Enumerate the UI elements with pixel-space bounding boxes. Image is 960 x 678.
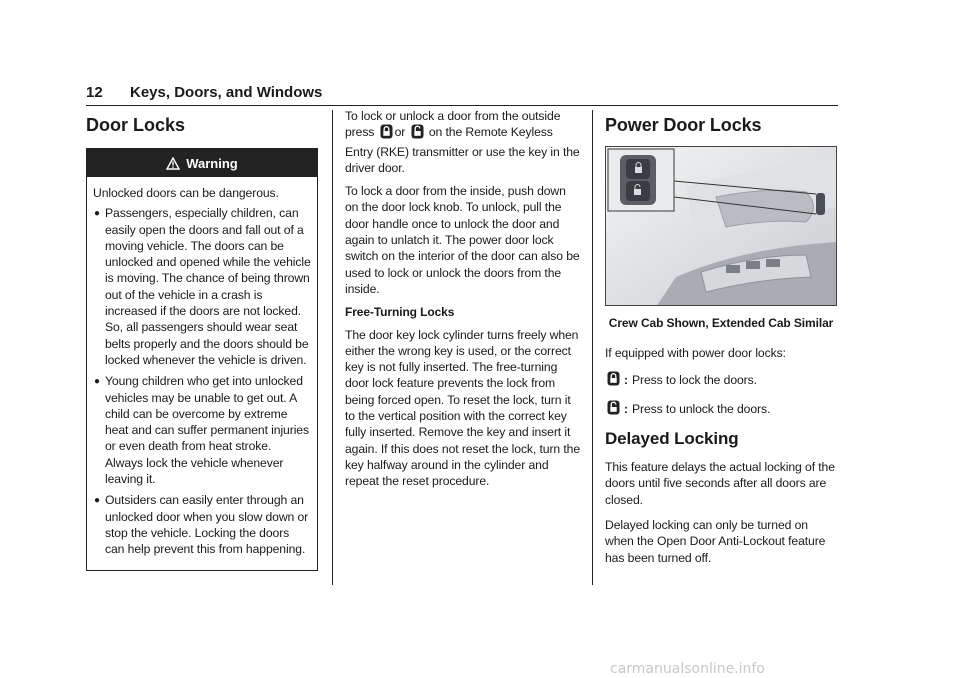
page-number: 12 xyxy=(86,84,103,101)
bullet-icon: ● xyxy=(94,376,100,388)
section-title: Keys, Doors, and Windows xyxy=(130,84,323,101)
warning-triangle-icon xyxy=(166,157,180,170)
bullet-icon: ● xyxy=(94,495,100,507)
column-divider xyxy=(592,110,593,585)
warning-body xyxy=(87,177,317,558)
column-2 xyxy=(345,108,581,497)
warning-intro: Unlocked doors can be dangerous. xyxy=(93,186,279,200)
inside-lock-paragraph: To lock a door from the inside, push down on the door lock knob. To unlock, pull the door handle once to unlock the door and again to unlatch it. The power door lock switch on the interior of the door can also be used to lock or unlock the doors from the inside. xyxy=(345,184,580,296)
unlock-description: : Press to unlock the doors. xyxy=(605,400,837,419)
warning-title: Warning xyxy=(186,155,238,171)
lock-description: : Press to lock the doors. xyxy=(605,371,837,390)
power-door-locks-heading: Power Door Locks xyxy=(605,115,762,135)
delayed-locking-paragraph-1: This feature delays the actual locking of the doors until five seconds after all doors are closed. xyxy=(605,460,835,507)
page-header xyxy=(86,82,838,106)
list-item: ● Outsiders can easily enter through an unlocked door when you slow down or stop the vehicle. Locking the doors can help prevent this from happening. xyxy=(94,493,309,557)
delayed-locking-paragraph-2: Delayed locking can only be turned on when the Open Door Anti-Lockout feature has been turned off. xyxy=(605,518,826,565)
column-1 xyxy=(86,114,318,571)
warning-box xyxy=(86,148,318,571)
power-locks-intro: If equipped with power door locks: xyxy=(605,346,786,361)
warning-list xyxy=(93,205,311,557)
column-3 xyxy=(605,114,837,575)
unlock-button-icon xyxy=(607,400,620,419)
photo-caption: Crew Cab Shown, Extended Cab Similar xyxy=(608,316,834,330)
outside-lock-paragraph: To lock or unlock a door from the outside press or on the Remote Keyless Entry (RKE) transmitter or use the key in the driver door. xyxy=(345,109,580,175)
lock-button-icon xyxy=(380,124,393,143)
lock-button-icon xyxy=(607,371,620,390)
bullet-icon: ● xyxy=(94,208,100,220)
free-turning-locks-heading: Free-Turning Locks xyxy=(345,305,455,320)
door-locks-heading: Door Locks xyxy=(86,115,186,135)
delayed-locking-heading: Delayed Locking xyxy=(605,429,739,449)
free-turning-paragraph: The door key lock cylinder turns freely when either the wrong key is used, or the correct key is not fully inserted. The free-turning door lock feature prevents the lock from being forced open. To reset the lock, turn it to the vertical position with the correct key fully inserted. Remove the key and insert it again. If this does not reset the lock, turn the key halfway around in the cylinder and repeat the reset procedure. xyxy=(345,327,581,489)
column-divider xyxy=(332,110,333,585)
door-lock-switch-photo xyxy=(605,146,837,306)
unlock-button-icon xyxy=(411,124,424,143)
warning-header xyxy=(87,149,317,177)
watermark: carmanualsonline.info xyxy=(610,661,765,677)
list-item: ● Young children who get into unlocked vehicles may be unable to get out. A child can be overcome by extreme heat and can suffer permanent injuries or even death from heat stroke. Always lock the vehicle whenever leaving it. xyxy=(94,374,309,487)
list-item: ● Passengers, especially children, can easily open the doors and fall out of a moving vehicle. The doors can be unlocked and opened while the vehicle is moving. The chance of being thrown out of the vehicle in a crash is increased if the doors are not locked. So, all passengers should wear seat belts properly and the doors should be locked whenever the vehicle is driven. xyxy=(94,206,311,367)
